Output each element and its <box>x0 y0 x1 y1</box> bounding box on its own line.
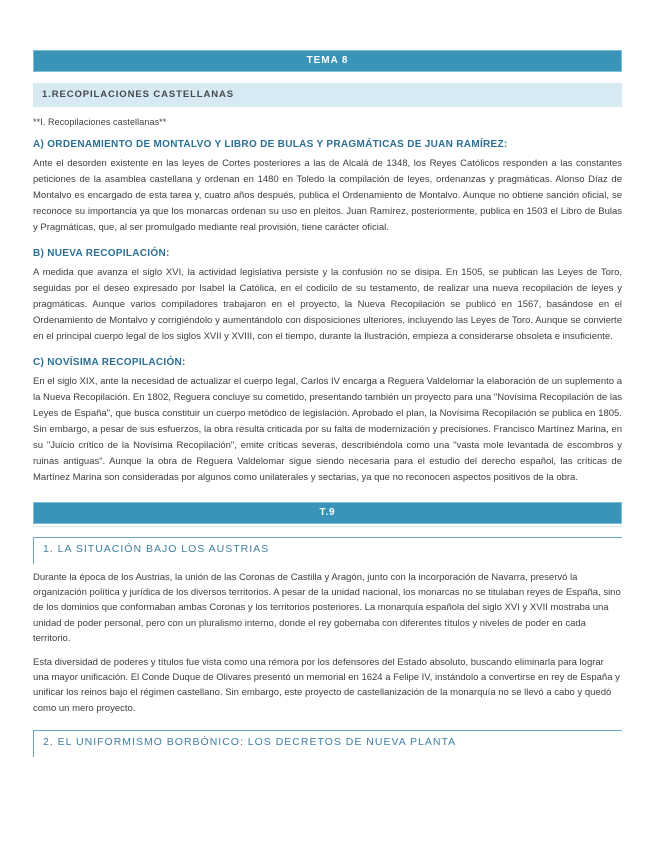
t9-section-2-heading: 2. EL UNIFORMISMO BORBÓNICO: LOS DECRETOS DE NUEVA PLANTA <box>33 730 622 757</box>
section-c-heading: C) NOVÍSIMA RECOPILACIÓN: <box>33 357 186 368</box>
t9-section-1-paragraph-1: Durante la época de los Austrias, la unión de las Coronas de Castilla y Aragón, junto con la incorporación de Navarra, preservó la organización política y jurídica de los diversos territorios. A pesar de la unidad nacional, los monarcas no se titulaban reyes de España, sino de los dominios que conformaban ambas Coronas y los territorios posteriores. La monarquía española del siglo XVI y XVII mostraba una unidad de poder personal, pero con un pluralismo interno, donde el rey gobernaba con diferentes títulos y niveles de poder en cada territorio. <box>33 572 621 644</box>
t9-banner: T.9 <box>33 502 622 524</box>
tema8-banner: TEMA 8 <box>33 50 622 72</box>
section-c-paragraph: En el siglo XIX, ante la necesidad de actualizar el cuerpo legal, Carlos IV encarga a Reguera Valdelomar la elaboración de un suplemento a la Nueva Recopilación. En 1802, Reguera concluye su cometido, presentando también un proyecto para una "Novísima Recopilación de las Leyes de España", que busca constituir un cuerpo metódico de legislación. Aprobado el plan, la Novísima Recopilación se publica en 1805. Sin embargo, a pesar de sus esfuerzos, la obra resulta criticada por su falta de modernización y precisiones. Francisco Martínez Marina, en su "Juicio crítico de la Novísima Recopilación", emite críticas severas, describiéndola como una "vasta mole levantada de escombros y ruinas antiguas". Aunque la obra de Reguera Valdelomar sigue siendo necesaria para el estudio del derecho español, las críticas de Martínez Marina son consideradas por algunos como unilaterales y sectarias, ya que no reconocen aspectos positivos de la obra. <box>33 376 622 483</box>
t9-section-1-heading: 1. LA SITUACIÓN BAJO LOS AUSTRIAS <box>33 537 622 564</box>
section-b-heading: B) NUEVA RECOPILACIÓN: <box>33 248 170 259</box>
section-b-paragraph: A medida que avanza el siglo XVI, la actividad legislativa persiste y la confusión no se disipa. En 1505, se publican las Leyes de Toro, seguidas por el deseo expresado por Isabel la Católica, en el codicilo de su testamento, de realizar una nueva recopilación de leyes y pragmáticas. Aunque varios compiladores trabajaron en el proyecto, la Nueva Recopilación se publicó en 1567, basándose en el Ordenamiento de Montalvo y corrigiéndolo y aumentándolo con disposiciones ulteriores, incluyendo las Leyes de Toro. Aunque se convierte en el principal cuerpo legal de los siglos XVII y XVIII, con el tiempo, durante la Ilustración, empieza a considerarse obsoleta e insuficiente. <box>33 267 622 342</box>
t9-section-1-paragraph-2: Esta diversidad de poderes y títulos fue vista como una rémora por los defensores del Estado absoluto, buscando eliminarla para lograr una mayor unificación. El Conde Duque de Olivares presentó un memorial en 1624 a Felipe IV, instándolo a convertirse en rey de España y unificar los reinos bajo el régimen castellano. Sin embargo, este proyecto de castellanización de la monarquía no se llevó a cabo y quedó como un mero proyecto. <box>33 657 620 714</box>
section-a-paragraph: Ante el desorden existente en las leyes de Cortes posteriores a las de Alcalá de 1348, los Reyes Católicos responden a las constantes peticiones de la asamblea castellana y ordenan en 1480 en Toledo la compilación de leyes, ordenanzas y pragmáticas. Alonso Díaz de Montalvo es encargado de esta tarea y, cuatro años después, publica el Ordenamiento de Montalvo. Aunque no obtiene sanción oficial, se reconoce su importancia ya que los monarcas ordenan su uso en pleitos. Juan Ramírez, posteriormente, publica en 1503 el Libro de Bulas y Pragmáticas, que, al ser promulgado mediante real provisión, tiene carácter oficial. <box>33 158 622 233</box>
tema8-band-title: 1.RECOPILACIONES CASTELLANAS <box>33 83 622 107</box>
divider-rule <box>33 526 622 527</box>
markdown-subtitle: **I. Recopilaciones castellanas** <box>33 117 167 127</box>
section-a-heading: A) ORDENAMIENTO DE MONTALVO Y LIBRO DE BULAS Y PRAGMÁTICAS DE JUAN RAMÍREZ: <box>33 139 508 150</box>
